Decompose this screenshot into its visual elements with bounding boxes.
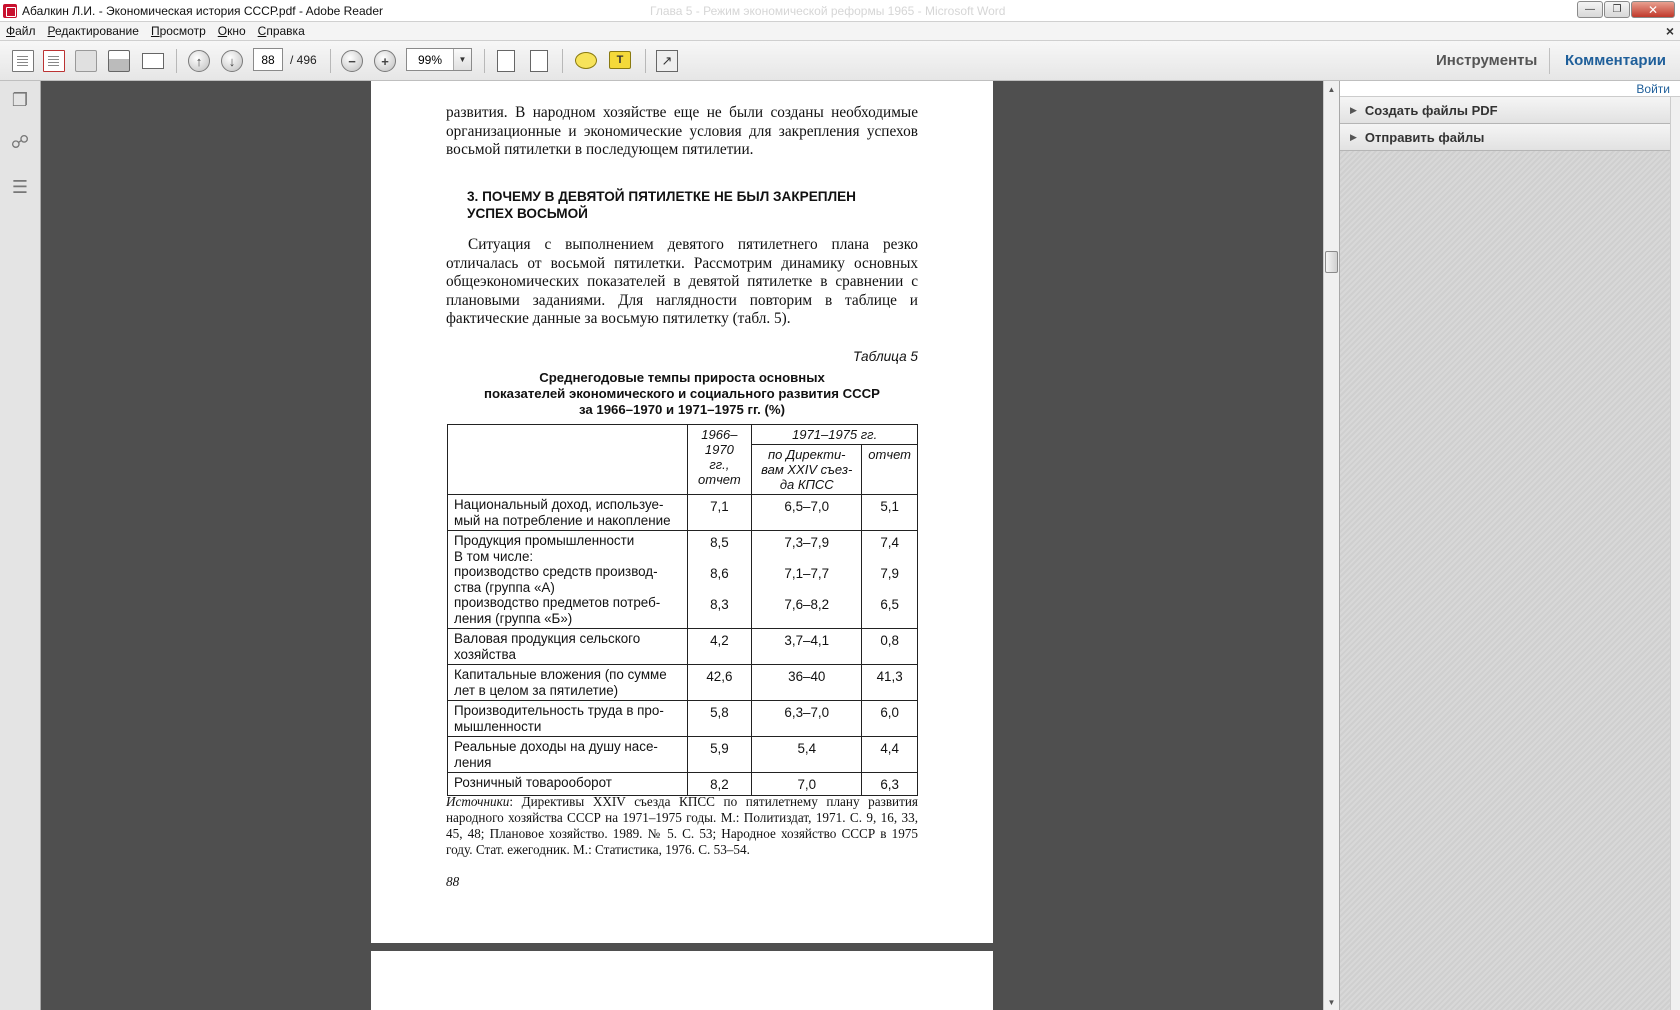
navigation-pane (0, 81, 41, 1010)
table-row (448, 737, 918, 773)
create-pdf-section[interactable] (1340, 97, 1680, 124)
document-view[interactable] (41, 81, 1323, 1010)
value-directives: 5,4 (752, 737, 862, 773)
title-bar (0, 0, 1680, 22)
row-label: Розничный товарооборот (448, 773, 688, 796)
zoom-dropdown[interactable] (406, 48, 472, 71)
row-label: Национальный доход, используе- мый на потребление и накопление (448, 495, 688, 531)
section-heading (467, 188, 897, 222)
create-pdf-icon[interactable] (12, 50, 34, 72)
pane-scrollbar[interactable] (1670, 97, 1680, 1010)
expand-triangle-icon: ▶ (1350, 131, 1357, 142)
value-directives: 36–40 (752, 665, 862, 701)
sources-label: Источники (446, 794, 510, 809)
intro-paragraph: развития. В народном хозяйстве еще не были созданы необходимые организационные и экономические условия для закрепления успехов восьмой пятилетки в последующем пятилетии. (446, 104, 918, 159)
menu-window[interactable]: Окно (217, 24, 246, 38)
menu-edit[interactable]: Редактирование (47, 24, 139, 38)
value-report: 41,3 (862, 665, 918, 701)
toolbar-separator (176, 49, 177, 73)
next-page-icon[interactable]: ↓ (221, 50, 243, 72)
background-window-title: Глава 5 - Режим экономической реформы 1965 - Microsoft Word (650, 4, 1006, 18)
fit-page-icon[interactable] (497, 50, 515, 72)
minimize-button[interactable]: — (1577, 1, 1603, 18)
comments-pane-link[interactable]: Комментарии (1565, 52, 1667, 69)
value-1966-1970: 5,8 (687, 701, 752, 737)
table-row (448, 495, 918, 531)
row-label: Валовая продукция сельского хозяйства (448, 629, 688, 665)
row-label: Реальные доходы на душу насе- ления (448, 737, 688, 773)
adobe-reader-icon (3, 4, 17, 18)
value-1966-1970: 5,9 (687, 737, 752, 773)
row-label: Производительность труда в про- мышленности (448, 701, 688, 737)
value-report: 0,8 (862, 629, 918, 665)
print-icon[interactable] (108, 50, 130, 72)
zoom-in-icon[interactable]: + (374, 50, 396, 72)
table-title (446, 370, 918, 418)
menu-bar (0, 22, 1680, 41)
value-report: 5,1 (862, 495, 918, 531)
chevron-down-icon[interactable]: ▼ (453, 49, 471, 70)
sticky-note-icon[interactable] (575, 52, 597, 69)
table-body (448, 495, 918, 796)
table-row (448, 773, 918, 796)
value-directives: 6,3–7,0 (752, 701, 862, 737)
section-heading-line: 3. ПОЧЕМУ В ДЕВЯТОЙ ПЯТИЛЕТКЕ НЕ БЫЛ ЗАКРЕПЛЕН (467, 189, 856, 204)
statistics-table (447, 424, 918, 796)
table-title-line: Среднегодовые темпы прироста основных (539, 370, 825, 385)
table-header-empty (448, 425, 688, 495)
next-pdf-page (371, 951, 993, 1010)
row-label: Продукция промышленности В том числе: производство средств производ- ства (группа «А) производство предметов потреб- ления (группа «Б») (448, 531, 688, 629)
value-directives: 6,5–7,0 (752, 495, 862, 531)
value-1966-1970: 42,6 (687, 665, 752, 701)
fit-width-icon[interactable] (530, 50, 548, 72)
pane-header (1340, 81, 1680, 97)
value-report: 4,4 (862, 737, 918, 773)
table-row (448, 665, 918, 701)
page-number-input[interactable]: 88 (253, 48, 283, 71)
menu-view[interactable]: Просмотр (150, 24, 206, 38)
toolbar-separator (484, 49, 485, 73)
body-paragraph: Ситуация с выполнением девятого пятилетнего плана резко отличалась от восьмой пятилетки. Рассмотрим динамику основных общеэкономических показателей в девятой пятилетке в сравнении с плановыми заданиями. Для наглядности повторим в таблице и фактические данные за восьмую пятилетку (табл. 5). (446, 236, 918, 328)
page-total: / 496 (290, 53, 317, 67)
table-row (448, 629, 918, 665)
value-1966-1970: 8,5 8,6 8,3 (687, 531, 752, 629)
close-document-icon[interactable]: × (1665, 23, 1674, 39)
toolbar (0, 41, 1680, 81)
toolbar-separator (645, 49, 646, 73)
table-row (448, 701, 918, 737)
toolbar-separator (562, 49, 563, 73)
expand-triangle-icon: ▶ (1350, 104, 1357, 115)
table-sources (446, 794, 918, 858)
window-title: Абалкин Л.И. - Экономическая история СССР.pdf - Adobe Reader (22, 3, 383, 18)
menu-help[interactable]: Справка (257, 24, 305, 38)
pdf-page (371, 81, 993, 943)
value-report: 6,0 (862, 701, 918, 737)
table-title-line: за 1966–1970 и 1971–1975 гг. (%) (579, 402, 785, 417)
vertical-scrollbar[interactable] (1323, 81, 1339, 1010)
row-label: Капитальные вложения (по сумме лет в целом за пятилетие) (448, 665, 688, 701)
scroll-down-icon[interactable]: ▼ (1327, 997, 1336, 1007)
table-header-1966-1970: 1966– 1970 гг., отчет (687, 425, 752, 495)
page-number: 88 (446, 874, 460, 889)
save-icon[interactable] (75, 50, 97, 72)
edit-pdf-icon[interactable] (43, 50, 65, 72)
table-header-row (448, 425, 918, 445)
table-header-1971-1975: 1971–1975 гг. (752, 425, 918, 445)
tools-pane (1339, 81, 1680, 1010)
toolbar-separator (330, 49, 331, 73)
zoom-value: 99% (417, 52, 443, 67)
sources-text: : Директивы XXIV съезда КПСС по пятилетнему плану развития народного хозяйства СССР на 1971–1975 годы. М.: Политиздат, 1971. С. 9, 16, 33, 45, 48; Плановое хозяйство. 1989. № 5. С. 53; Народное хозяйство СССР в 1975 году. Стат. ежегодник. М.: Статистика, 1976. С. 53–54. (446, 794, 918, 857)
previous-page-icon[interactable]: ↑ (188, 50, 210, 72)
value-1966-1970: 8,2 (687, 773, 752, 796)
menu-file[interactable]: Файл (6, 24, 36, 38)
scroll-thumb[interactable] (1325, 251, 1338, 273)
window-controls (1576, 1, 1675, 18)
zoom-out-icon[interactable]: − (341, 50, 363, 72)
scroll-up-icon[interactable]: ▲ (1327, 84, 1336, 94)
table-label: Таблица 5 (853, 349, 918, 364)
restore-button[interactable]: ❐ (1604, 1, 1630, 18)
value-directives: 3,7–4,1 (752, 629, 862, 665)
value-report: 6,3 (862, 773, 918, 796)
value-report: 7,4 7,9 6,5 (862, 531, 918, 629)
section-heading-line: УСПЕХ ВОСЬМОЙ (467, 206, 588, 221)
fullscreen-icon[interactable]: ↗ (656, 50, 678, 72)
value-directives: 7,0 (752, 773, 862, 796)
value-1966-1970: 7,1 (687, 495, 752, 531)
value-directives: 7,3–7,9 7,1–7,7 7,6–8,2 (752, 531, 862, 629)
pages-icon[interactable]: ❐ (11, 89, 29, 110)
section-label: Отправить файлы (1364, 129, 1485, 145)
table-title-line: показателей экономического и социального развития СССР (484, 386, 880, 401)
tools-pane-link[interactable]: Инструменты (1436, 52, 1538, 69)
highlight-text-icon[interactable]: T (609, 51, 631, 69)
send-files-section[interactable] (1340, 124, 1680, 151)
value-1966-1970: 4,2 (687, 629, 752, 665)
section-label: Создать файлы PDF (1364, 102, 1498, 118)
table-row (448, 531, 918, 629)
email-icon[interactable] (142, 53, 164, 69)
attachments-icon[interactable]: ☍ (10, 131, 30, 152)
table-header-directives: по Директи- вам XXIV съез- да КПСС (752, 445, 862, 495)
login-link[interactable]: Войти (1636, 82, 1670, 96)
table-header-report: отчет (862, 445, 918, 495)
layers-icon[interactable]: ☰ (11, 176, 29, 197)
close-window-button[interactable]: ✕ (1631, 1, 1675, 18)
toolbar-separator (1549, 48, 1550, 74)
